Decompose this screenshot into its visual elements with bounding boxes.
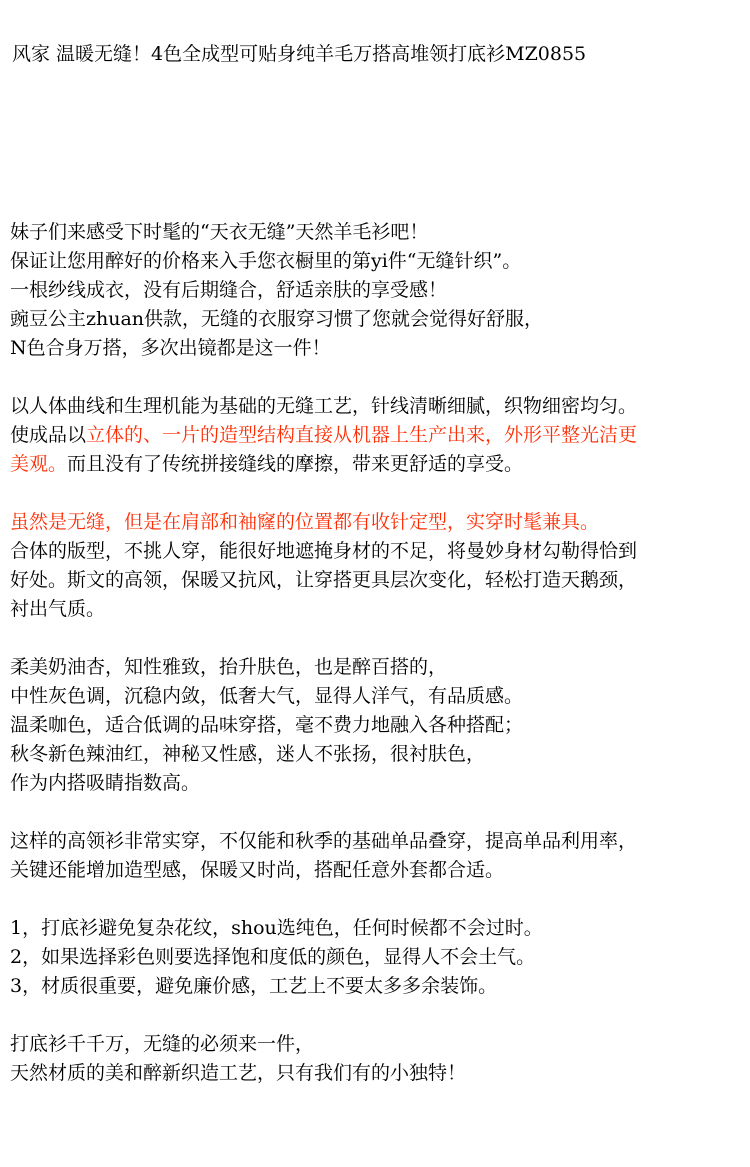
fit-paragraph: [10, 508, 745, 624]
intro-paragraph: [10, 218, 745, 363]
list-item: 2，如果选择彩色则要选择饱和度低的颜色，显得人不会土气。: [10, 946, 536, 968]
product-description: [10, 218, 745, 1088]
text-line: 秋冬新色辣油红，神秘又性感，迷人不张扬，很衬肤色，: [10, 743, 486, 765]
colors-paragraph: [10, 653, 745, 798]
text-line: 作为内搭吸睛指数高。: [10, 772, 201, 794]
text-line: [10, 421, 745, 450]
text-line: N色合身万搭，多次出镜都是这一件！: [10, 337, 331, 359]
text-line: [10, 450, 745, 479]
paragraph-gap: [10, 363, 745, 392]
paragraph-gap: [10, 1001, 745, 1030]
text-line: 保证让您用醉好的价格来入手您衣橱里的第yi件“无缝针织”。: [10, 250, 522, 272]
text-line: 妹子们来感受下时髦的“天衣无缝”天然羊毛衫吧！: [10, 221, 429, 243]
paragraph-gap: [10, 885, 745, 914]
text-line: 关键还能增加造型感，保暖又时尚，搭配任意外套都合适。: [10, 859, 505, 881]
text-line: 中性灰色调，沉稳内敛，低奢大气，显得人洋气，有品质感。: [10, 685, 524, 707]
text-line: 一根纱线成衣，没有后期缝合，舒适亲肤的享受感！: [10, 279, 448, 301]
list-item: 3，材质很重要，避免廉价感，工艺上不要太多多余装饰。: [10, 975, 498, 997]
paragraph-gap: [10, 798, 745, 827]
paragraph-gap: [10, 624, 745, 653]
text-line: 好处。斯文的高领，保暖又抗风，让穿搭更具层次变化，轻松打造天鹅颈，: [10, 569, 638, 591]
text-line: 打底衫千千万，无缝的必须来一件，: [10, 1033, 315, 1055]
page-title: 风家 温暖无缝！4色全成型可贴身纯羊毛万搭高堆领打底衫MZ0855: [12, 43, 587, 65]
text-line: 柔美奶油杏，知性雅致，抬升肤色，也是醉百搭的，: [10, 656, 448, 678]
highlight-text: 立体的、一片的造型结构直接从机器上生产出来，外形平整光洁更: [86, 424, 638, 446]
text-line: 合体的版型，不挑人穿，能很好地遮掩身材的不足，将曼妙身材勾勒得恰到: [10, 540, 638, 562]
text-line: 衬出气质。: [10, 598, 106, 620]
highlight-line: 虽然是无缝，但是在肩部和袖窿的位置都有收针定型，实穿时髦兼具。: [10, 511, 600, 533]
text-line: 以人体曲线和生理机能为基础的无缝工艺，针线清晰细腻，织物细密均匀。: [10, 395, 638, 417]
paragraph-gap: [10, 479, 745, 508]
list-item: 1，打底衫避免复杂花纹，shou选纯色，任何时候都不会过时。: [10, 917, 543, 939]
text-segment: 使成品以: [10, 424, 87, 446]
tips-list: [10, 914, 745, 1001]
closing-paragraph: [10, 1030, 745, 1088]
text-segment: 而且没有了传统拼接缝线的摩擦，带来更舒适的享受。: [67, 453, 524, 475]
highlight-text: 美观。: [10, 453, 68, 475]
text-line: 温柔咖色，适合低调的品味穿搭，毫不费力地融入各种搭配；: [10, 714, 524, 736]
text-line: 这样的高领衫非常实穿，不仅能和秋季的基础单品叠穿，提高单品利用率，: [10, 830, 638, 852]
text-line: 天然材质的美和醉新织造工艺，只有我们有的小独特！: [10, 1062, 467, 1084]
layering-paragraph: [10, 827, 745, 885]
text-line: 豌豆公主zhuan供款，无缝的衣服穿习惯了您就会觉得好舒服，: [10, 308, 544, 330]
craft-paragraph: [10, 392, 745, 479]
